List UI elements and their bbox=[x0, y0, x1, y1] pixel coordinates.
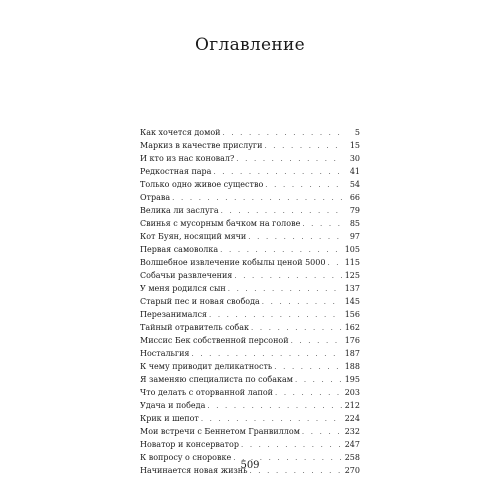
toc-entry bbox=[140, 386, 360, 399]
toc-entry-page: 212 bbox=[344, 401, 360, 410]
toc-entry bbox=[140, 152, 360, 165]
toc-dot-leader bbox=[234, 270, 341, 283]
toc-entry-title: Перезанимался bbox=[140, 310, 207, 319]
toc-dot-leader bbox=[295, 374, 342, 387]
toc-entry-page: 137 bbox=[344, 284, 360, 293]
toc-entry-page: 115 bbox=[344, 258, 360, 267]
toc-entry-title: Собачьи развлечения bbox=[140, 271, 233, 280]
toc-entry-page: 195 bbox=[344, 375, 360, 384]
toc-entry bbox=[140, 269, 360, 282]
toc-entry bbox=[140, 425, 360, 438]
toc-entry bbox=[140, 191, 360, 204]
toc-entry-title: Только одно живое существо bbox=[140, 180, 264, 189]
toc-dot-leader bbox=[327, 257, 341, 270]
toc-entry bbox=[140, 178, 360, 191]
toc-entry-title: Свинья с мусорным бачком на голове bbox=[140, 219, 301, 228]
toc-entry-title: Ностальгия bbox=[140, 349, 190, 358]
toc-entry-page: 54 bbox=[349, 180, 360, 189]
toc-entry-page: 5 bbox=[354, 128, 360, 137]
toc-entry-title: Крик и шепот bbox=[140, 414, 199, 423]
toc-entry bbox=[140, 347, 360, 360]
toc-entry-page: 105 bbox=[344, 245, 360, 254]
toc-entry bbox=[140, 438, 360, 451]
toc-entry-title: К чему приводит деликатность bbox=[140, 362, 273, 371]
toc-entry bbox=[140, 399, 360, 412]
toc-entry-title: Новатор и консерватор bbox=[140, 440, 239, 449]
toc-entry-title: Тайный отравитель собак bbox=[140, 323, 250, 332]
toc-entry-title: Отрава bbox=[140, 193, 171, 202]
toc-entry-title: Кот Буян, носящий мячи bbox=[140, 232, 247, 241]
page-title: Оглавление bbox=[195, 35, 305, 55]
toc-entry bbox=[140, 256, 360, 269]
toc-entry bbox=[140, 230, 360, 243]
toc-entry-title: Маркиз в качестве прислуги bbox=[140, 141, 263, 150]
toc-dot-leader bbox=[207, 400, 341, 413]
toc-entry bbox=[140, 321, 360, 334]
page-number: 509 bbox=[240, 460, 260, 471]
toc-dot-leader bbox=[236, 153, 343, 166]
toc-entry-page: 15 bbox=[349, 141, 360, 150]
toc-dot-leader bbox=[291, 335, 342, 348]
toc-entry-page: 270 bbox=[344, 466, 360, 475]
toc-entry-page: 145 bbox=[344, 297, 360, 306]
toc-entry-page: 247 bbox=[344, 440, 360, 449]
toc-entry bbox=[140, 217, 360, 230]
toc-entry-title: У меня родился сын bbox=[140, 284, 226, 293]
toc-entry-title: Удача и победа bbox=[140, 401, 206, 410]
toc-entry-page: 232 bbox=[344, 427, 360, 436]
toc-dot-leader bbox=[264, 140, 343, 153]
toc-dot-leader bbox=[248, 231, 343, 244]
toc-dot-leader bbox=[262, 296, 342, 309]
toc-entry-title: Мои встречи с Беннетом Гранвиллом bbox=[140, 427, 300, 436]
toc-entry bbox=[140, 243, 360, 256]
toc-entry bbox=[140, 204, 360, 217]
toc-entry bbox=[140, 360, 360, 373]
toc-entry-page: 79 bbox=[349, 206, 360, 215]
toc-dot-leader bbox=[241, 439, 342, 452]
toc-entry-title: Волшебное извлечение кобылы ценой 5000 bbox=[140, 258, 326, 267]
toc-entry-page: 162 bbox=[344, 323, 360, 332]
toc-entry-title: Первая самоволка bbox=[140, 245, 219, 254]
toc-entry-page: 85 bbox=[349, 219, 360, 228]
toc-entry bbox=[140, 373, 360, 386]
toc-entry-page: 176 bbox=[344, 336, 360, 345]
table-of-contents bbox=[140, 126, 360, 477]
toc-entry-page: 224 bbox=[344, 414, 360, 423]
toc-entry-page: 125 bbox=[344, 271, 360, 280]
toc-entry bbox=[140, 412, 360, 425]
toc-entry bbox=[140, 334, 360, 347]
toc-entry-title: Что делать с оторванной лапой bbox=[140, 388, 273, 397]
toc-entry-page: 188 bbox=[344, 362, 360, 371]
toc-entry bbox=[140, 165, 360, 178]
toc-entry-title: Начинается новая жизнь bbox=[140, 466, 248, 475]
toc-dot-leader bbox=[302, 218, 343, 231]
toc-entry-title: И кто из нас коновал? bbox=[140, 154, 235, 163]
toc-entry bbox=[140, 139, 360, 152]
toc-dot-leader bbox=[275, 387, 342, 400]
toc-entry bbox=[140, 126, 360, 139]
toc-entry-page: 156 bbox=[344, 310, 360, 319]
toc-entry-title: Как хочется домой bbox=[140, 128, 221, 137]
toc-entry-title: Миссис Бек собственной персоной bbox=[140, 336, 289, 345]
toc-entry-page: 97 bbox=[349, 232, 360, 241]
toc-entry-title: Редкостная пара bbox=[140, 167, 212, 176]
toc-entry-title: К вопросу о сноровке bbox=[140, 453, 232, 462]
toc-entry-title: Старый пес и новая свобода bbox=[140, 297, 260, 306]
toc-entry-page: 187 bbox=[344, 349, 360, 358]
toc-dot-leader bbox=[265, 179, 343, 192]
toc-entry-page: 66 bbox=[349, 193, 360, 202]
toc-dot-leader bbox=[302, 426, 342, 439]
toc-entry bbox=[140, 282, 360, 295]
toc-entry-page: 203 bbox=[344, 388, 360, 397]
toc-entry-title: Велика ли заслуга bbox=[140, 206, 219, 215]
toc-entry-title: Я заменяю специалиста по собакам bbox=[140, 375, 293, 384]
toc-entry bbox=[140, 295, 360, 308]
toc-entry-page: 41 bbox=[349, 167, 360, 176]
toc-entry-page: 30 bbox=[349, 154, 360, 163]
toc-entry bbox=[140, 308, 360, 321]
toc-entry-page: 258 bbox=[344, 453, 360, 462]
